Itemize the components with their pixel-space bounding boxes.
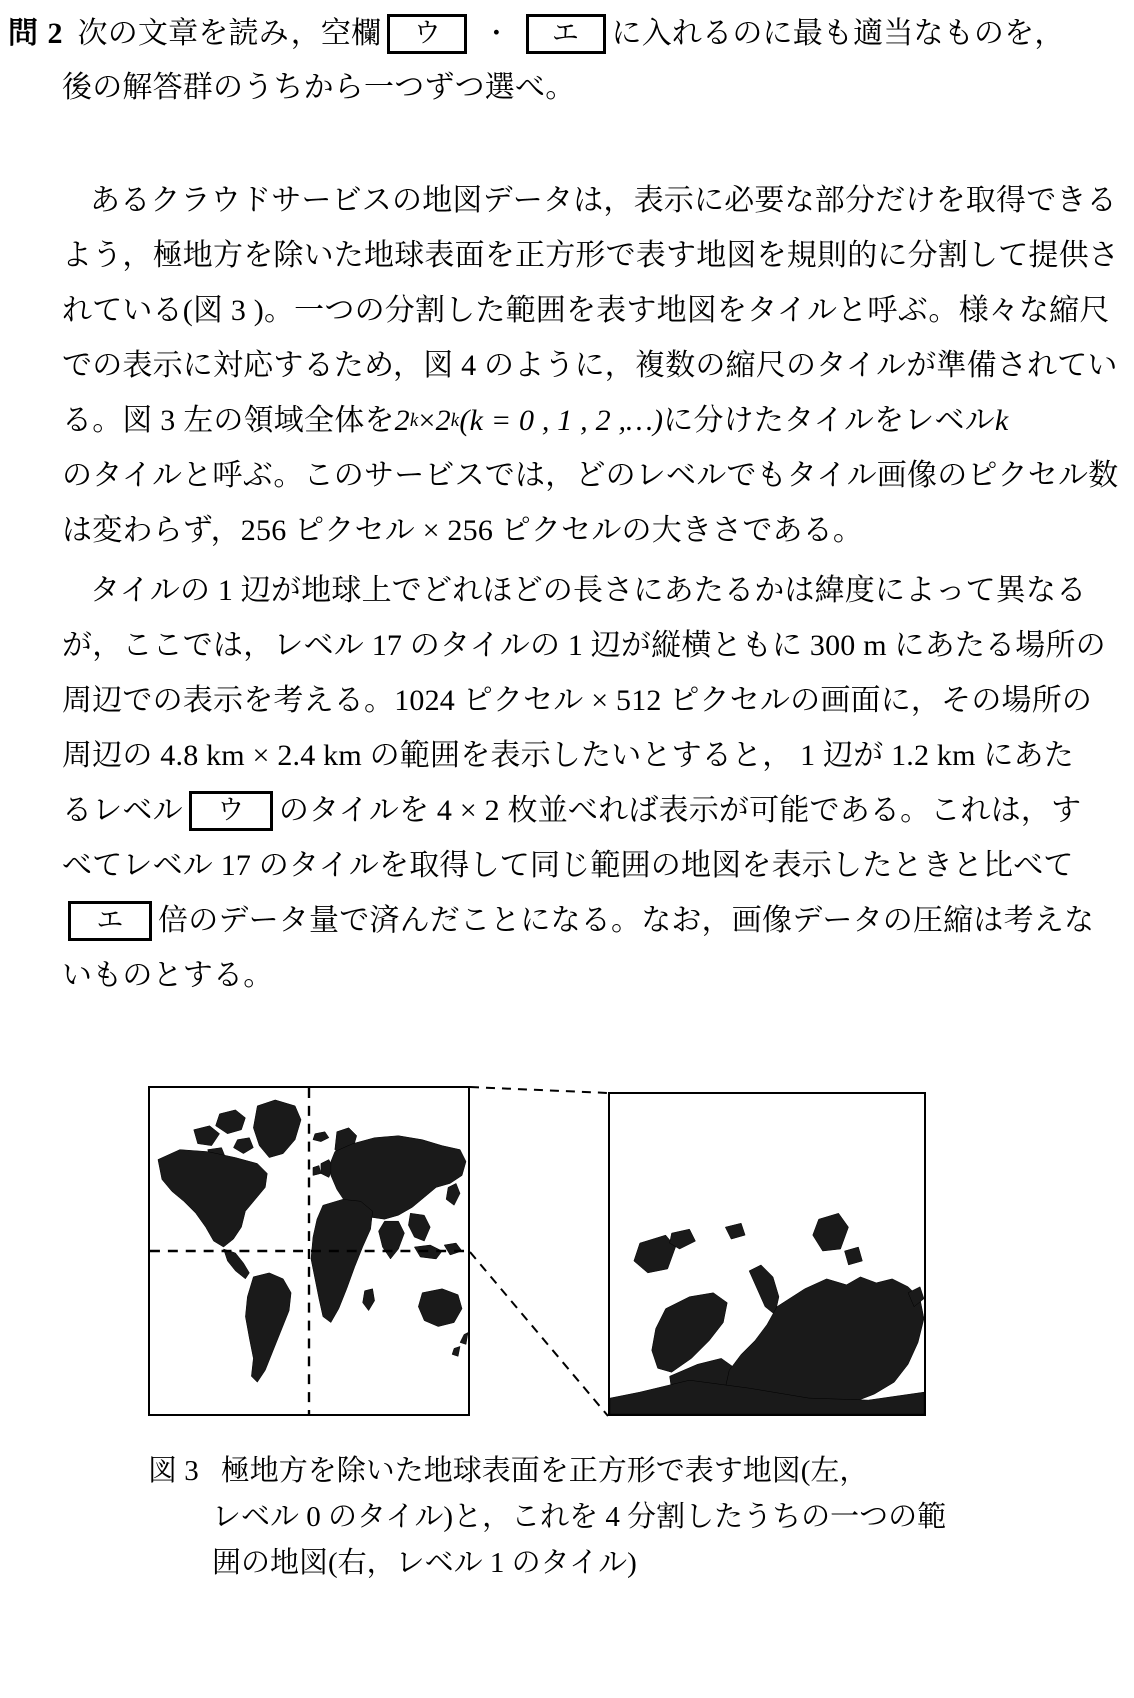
formula-text-before: る。図 3 左の領域全体を — [62, 404, 395, 437]
caption-figure-number: 図 3 — [148, 1455, 199, 1487]
p2-line5-text-after: のタイルを 4 × 2 枚並べれば表示が可能である。これは，す — [278, 794, 1082, 827]
p2-line5-text-before: るレベル — [62, 794, 183, 827]
p2-line-1: タイルの 1 辺が地球上でどれほどの長さにあたるかは緯度によって異なる — [90, 574, 1087, 607]
eurasia-map-svg — [610, 1094, 924, 1414]
p1-line-3: れている(図 3 )。一つの分割した範囲を表す地図をタイルと呼ぶ。様々な縮尺 — [62, 294, 1110, 327]
question-header-line-2: 後の解答群のうちから一つずつ選べ。 — [62, 71, 576, 104]
question-number: 問 2 — [8, 17, 64, 50]
landmass-group-zoom — [610, 1213, 924, 1414]
p1-line-2: よう，極地方を除いた地球表面を正方形で表す地図を規則的に分割して提供さ — [62, 239, 1119, 272]
p2-line-7 — [62, 893, 1094, 948]
p1-line-6: のタイルと呼ぶ。このサービスでは，どのレベルでもタイル画像のピクセル数 — [62, 459, 1119, 492]
p1-line-4: での表示に対応するため，図 4 のように，複数の縮尺のタイルが準備されてい — [62, 349, 1118, 382]
figure-caption — [148, 1448, 1048, 1586]
answer-box-u-inline[interactable]: ウ — [189, 791, 273, 831]
caption-line-1 — [148, 1448, 1048, 1494]
p2-line-5 — [62, 783, 1081, 838]
question-text-before: 次の文章を読み，空欄 — [77, 17, 382, 50]
figure-3 — [0, 1078, 1134, 1433]
p2-line-2: が，ここでは，レベル 17 のタイルの 1 辺が縦横ともに 300 m にあたる場所の — [62, 629, 1106, 662]
landmass-group — [158, 1100, 468, 1382]
box-separator: ・ — [483, 19, 510, 48]
answer-box-e-header[interactable]: エ — [526, 14, 606, 54]
question-header-line-1 — [8, 6, 1065, 61]
formula-text-after: に分けたタイルをレベル — [663, 404, 995, 437]
p1-line-7: は変わらず，256 ピクセル × 256 ピクセルの大きさである。 — [62, 514, 864, 547]
formula-paren-range: (k = 0 , 1 , 2 ,…) — [459, 404, 664, 437]
caption-line-2: レベル 0 のタイル)と，これを 4 分割したうちの一つの範 — [212, 1501, 947, 1533]
answer-box-e-inline[interactable]: エ — [68, 901, 152, 941]
formula-base-2: 2 — [435, 404, 451, 437]
p2-line-4: 周辺の 4.8 km × 2.4 km の範囲を表示したいとすると， 1 辺が 1.2 km にあた — [62, 739, 1074, 772]
question-text-after: に入れるのに最も適当なものを， — [611, 17, 1065, 50]
caption-line-3: 囲の地図(右，レベル 1 のタイル) — [212, 1547, 637, 1579]
p1-line-1: あるクラウドサービスの地図データは，表示に必要な部分だけを取得できる — [90, 184, 1117, 217]
p2-line7-text-after: 倍のデータ量で済んだことになる。なお，画像データの圧縮は考えな — [158, 904, 1095, 937]
answer-box-u-header[interactable]: ウ — [387, 14, 467, 54]
p2-line-6: べてレベル 17 のタイルを取得して同じ範囲の地図を表示したときと比べて — [62, 849, 1074, 882]
eurasia-map-level1 — [608, 1092, 926, 1416]
world-map-level0 — [148, 1086, 470, 1416]
caption-text-1: 極地方を除いた地球表面を正方形で表す地図(左， — [220, 1455, 869, 1487]
p1-formula-line: る。図 3 左の領域全体を 2 k × 2 k (k = 0 , 1 , 2 ,…) に分けたタイルをレベル k — [62, 393, 1008, 448]
formula-k-italic: k — [994, 404, 1009, 437]
world-map-svg — [150, 1088, 468, 1414]
p2-line-8: いものとする。 — [62, 959, 274, 992]
formula-times: × — [418, 404, 436, 437]
p2-line-3: 周辺での表示を考える。1024 ピクセル × 512 ピクセルの画面に，その場所の — [62, 684, 1093, 717]
formula-base-1: 2 — [394, 404, 410, 437]
